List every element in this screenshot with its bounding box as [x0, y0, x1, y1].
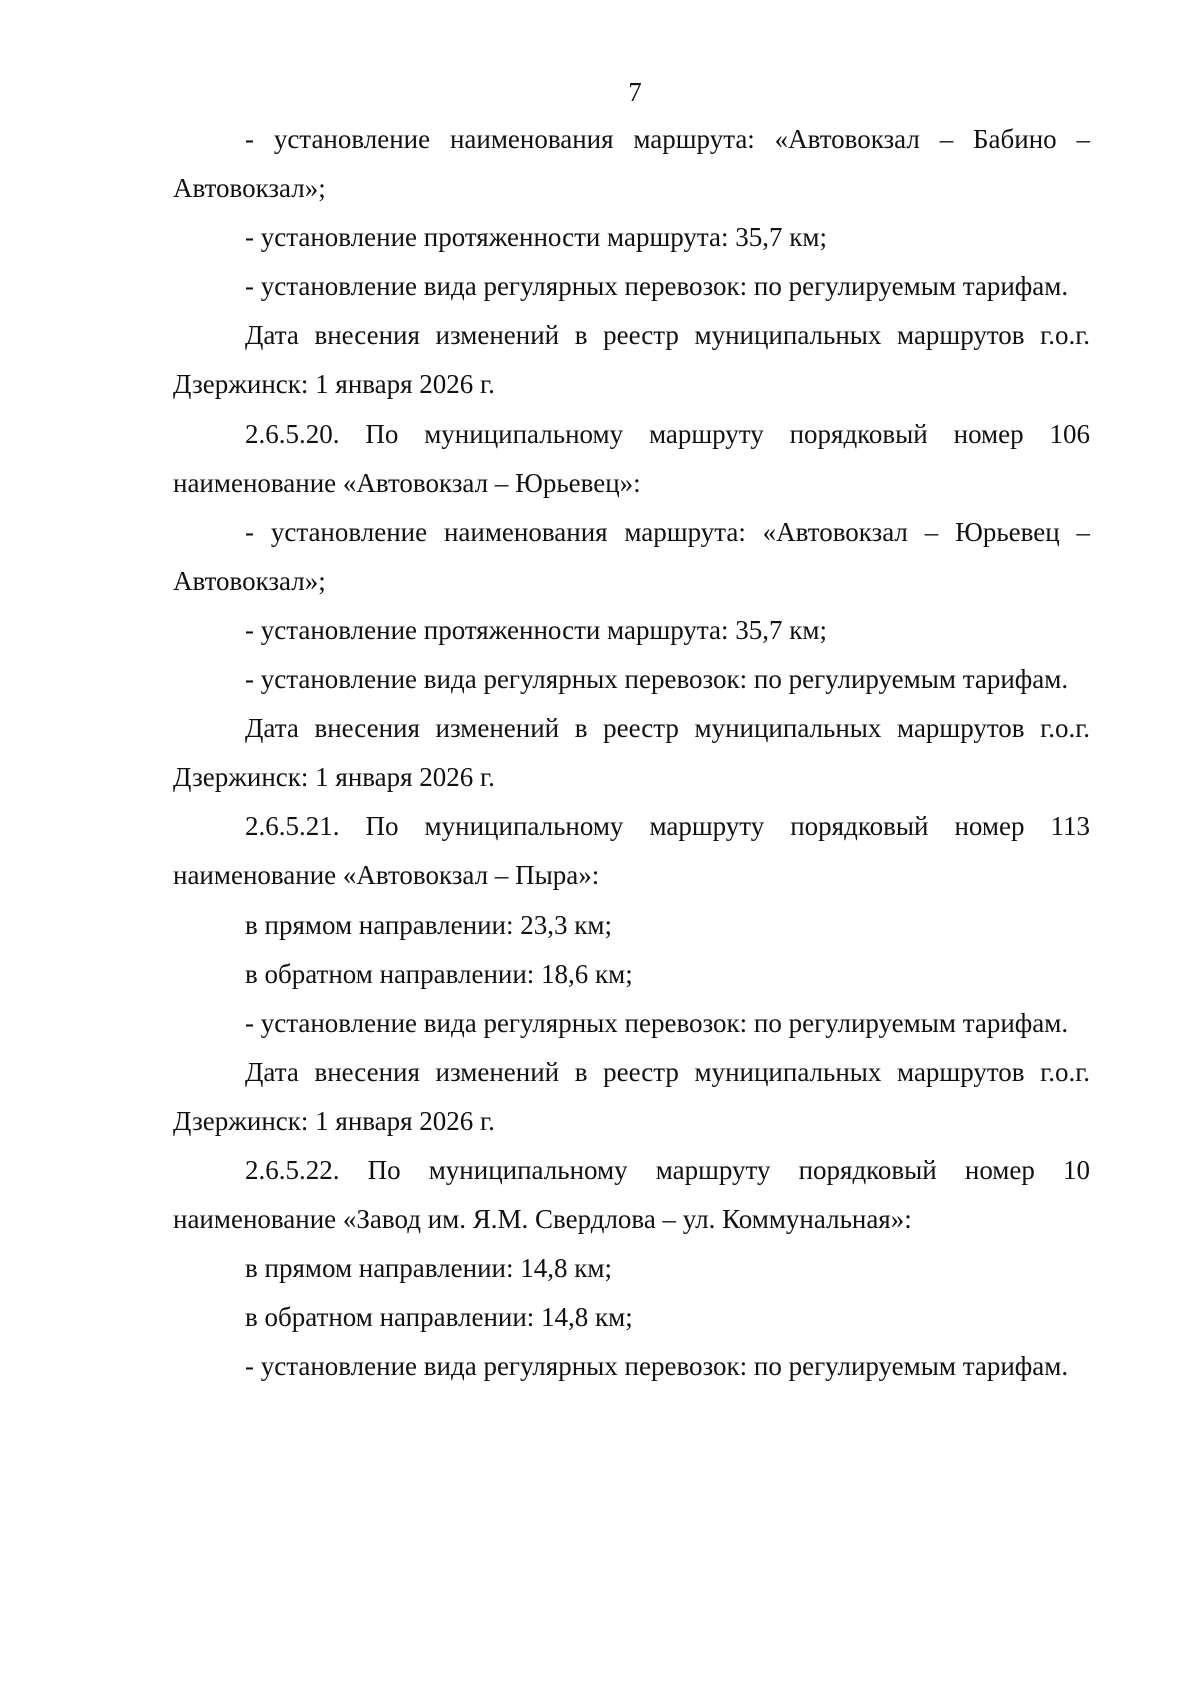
page-number: 7 — [628, 77, 642, 107]
paragraph-route-length: - установление протяженности маршрута: 35,7 км; — [245, 222, 827, 253]
paragraph-route-name-yurevets: - установление наименования маршрута: «Автовокзал – Юрьевец – Автовокзал»; — [173, 516, 1090, 596]
paragraph-forward-direction: в прямом направлении: 23,3 км; — [245, 909, 612, 940]
paragraph-route-name-babino: - установление наименования маршрута: «Автовокзал – Бабино – Автовокзал»; — [173, 124, 1090, 204]
paragraph-reverse-direction: в обратном направлении: 18,6 км; — [245, 958, 633, 989]
paragraph-section-2-6-5-22: 2.6.5.22. По муниципальному маршруту порядковый номер 10 наименование «Завод им. Я.М. Свердлова – ул. Коммунальная»: — [173, 1154, 1090, 1235]
paragraph-tariff-type: - установление вида регулярных перевозок: по регулируемым тарифам. — [245, 664, 1069, 695]
paragraph-route-length: - установление протяженности маршрута: 35,7 км; — [245, 614, 827, 645]
paragraph-registry-date: Дата внесения изменений в реестр муниципальных маршрутов г.о.г. Дзержинск: 1 января 2026 г. — [173, 320, 1090, 400]
document-body — [173, 115, 1090, 1391]
paragraph-reverse-direction: в обратном направлении: 14,8 км; — [245, 1302, 633, 1333]
paragraph-tariff-type: - установление вида регулярных перевозок: по регулируемым тарифам. — [245, 1351, 1069, 1382]
paragraph-registry-date: Дата внесения изменений в реестр муниципальных маршрутов г.о.г. Дзержинск: 1 января 2026 г. — [173, 713, 1090, 793]
paragraph-tariff-type: - установление вида регулярных перевозок: по регулируемым тарифам. — [245, 271, 1069, 302]
paragraph-section-2-6-5-21: 2.6.5.21. По муниципальному маршруту порядковый номер 113 наименование «Автовокзал – Пыра»: — [173, 811, 1090, 891]
paragraph-section-2-6-5-20: 2.6.5.20. По муниципальному маршруту порядковый номер 106 наименование «Автовокзал – Юрьевец»: — [173, 418, 1090, 498]
paragraph-tariff-type: - установление вида регулярных перевозок: по регулируемым тарифам. — [245, 1007, 1069, 1038]
paragraph-registry-date: Дата внесения изменений в реестр муниципальных маршрутов г.о.г. Дзержинск: 1 января 2026 г. — [173, 1056, 1090, 1136]
paragraph-forward-direction: в прямом направлении: 14,8 км; — [245, 1253, 612, 1284]
